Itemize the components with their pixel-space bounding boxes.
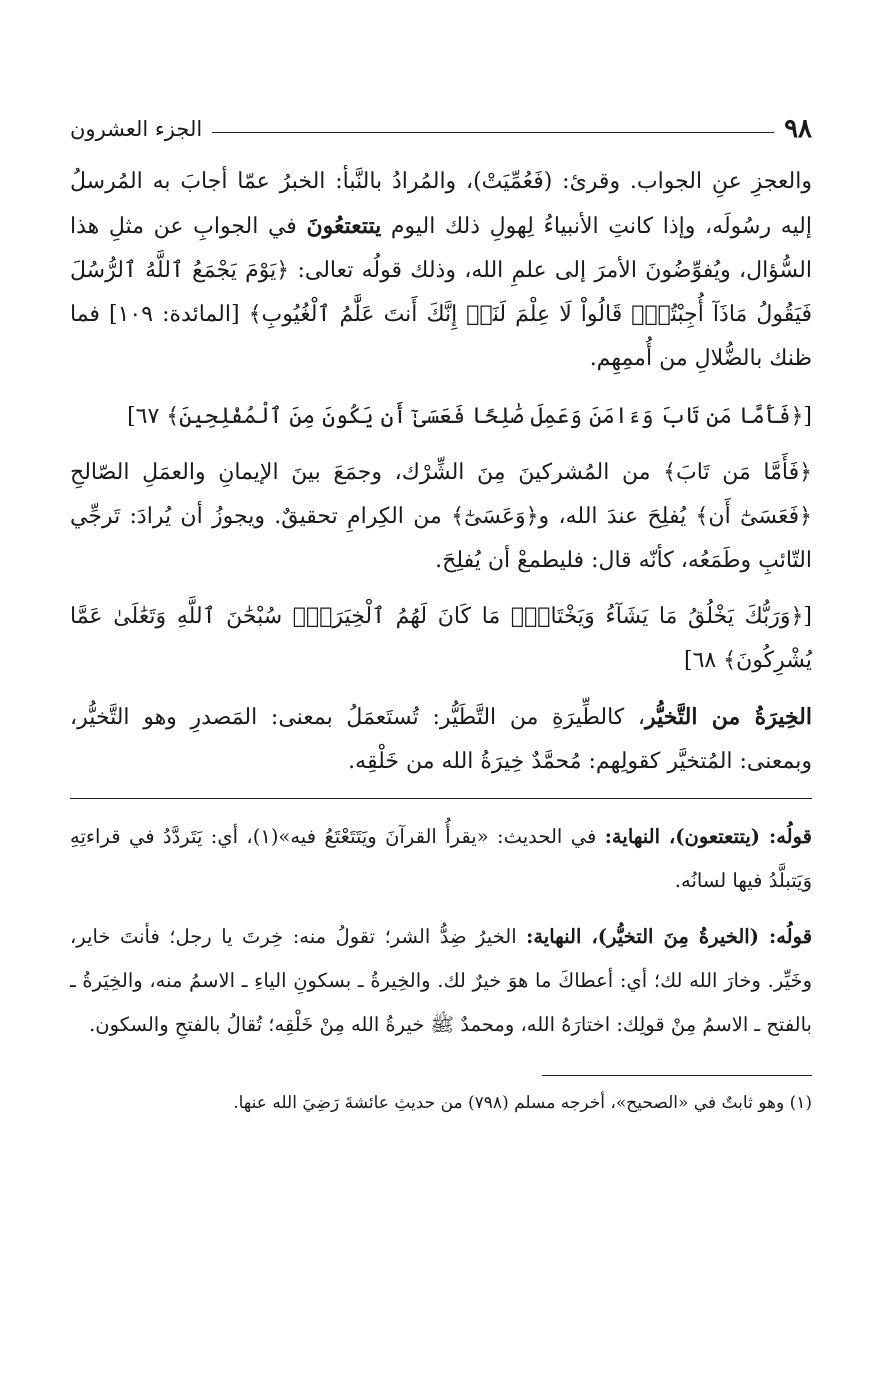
verse-68: [﴿وَرَبُّكَ يَخْلُقُ مَا يَشَآءُ وَيَخْتَارُۗ مَا كَانَ لَهُمُ ٱلْخِيَرَةُۚ سُبْحَٰنَ ٱللَّهِ وَتَعَٰلَىٰ عَمَّا يُشْرِكُونَ﴾ ٦٨] — [70, 604, 812, 673]
verse-67: [﴿فَأَمَّا مَن تَابَ وَءَامَنَ وَعَمِلَ صَٰلِحًا فَعَسَىٰٓ أَن يَكُونَ مِنَ ٱلْمُفْلِحِينَ﴾ ٦٧] — [127, 404, 812, 429]
paragraph-3: الخِيرَةُ من التَّخيُّر، كالطِّيرَةِ من التَّطَيُّر: تُستَعمَلُ بمعنى: المَصدرِ وهو التَّخيُّر، وبمعنى: المُتخيَّر كقولِهم: مُحمَّدٌ خِيرَةُ الله من خَلْقِه. — [70, 704, 812, 774]
note-2: قولُه: (الخيرةُ مِنَ التخيُّر)، النهاية: الخيرُ ضِدُّ الشر؛ تقولُ منه: خِرتَ يا رجل؛ فأنتَ خاير، وخَيِّر. وخارَ الله لك؛ أي: أعطاكَ ما هوَ خيرٌ لك. والخِيرةُ ـ بسكونِ الياءِ ـ الاسمُ منه، والخِيَرةُ ـ بالفتح ـ الاسمُ مِنْ قولِك: اختارَهُ الله، ومحمدٌ ﷺ خيرةُ الله مِنْ خَلْقِه؛ تُقالُ بالفتحِ والسكون. — [70, 925, 813, 1036]
main-text — [70, 160, 812, 784]
page-header — [70, 112, 812, 146]
book-page — [70, 112, 812, 1118]
header-rule — [212, 132, 774, 133]
commentary-separator — [70, 798, 812, 799]
paragraph-3-keyword: الخِيرَةُ من التَّخيُّر — [645, 704, 812, 730]
note-1-heading: قولُه: (يتتعتعون)، النهاية: — [604, 825, 812, 848]
paragraph-2: ﴿فَأَمَّا مَن تَابَ﴾ من المُشركينَ مِنَ الشِّرْك، وجمَعَ بينَ الإيمانِ والعمَلِ الصّالحِ ﴿فَعَسَىٰٓ أَن﴾ يُفلِحَ عندَ الله، و﴿وَعَسَىٰٓ﴾ من الكِرامِ تحقيقٌ. ويجوزُ أن يُرادَ: تَرجِّي التّائبِ وطَمَعُه، كأنّه قال: فليطمعْ أن يُفلِحَ. — [70, 460, 812, 573]
page-number: ٩٨ — [784, 114, 812, 144]
paragraph-1-keyword: يتتعتعُونَ — [306, 213, 382, 239]
running-title: الجزء العشرون — [70, 117, 203, 141]
paragraph-1: والعجزِ عنِ الجواب. وقرئ: (فَعُمِّيَتْ)، والمُرادُ بالنَّبأ: الخبرُ عمّا أجابَ به المُرسلُ إليه رسُولَه، وإذا كانتِ الأنبياءُ لِهولِ ذلك اليوم يتتعتعُونَ في الجوابِ عن مثلِ هذا السُّؤال، ويُفوِّضُونَ الأمرَ إلى علمِ الله، وذلك قولُه تعالى: ﴿يَوْمَ يَجْمَعُ ٱللَّهُ ٱلرُّسُلَ فَيَقُولُ مَاذَآ أُجِبْتُمْۖ قَالُواْ لَا عِلْمَ لَنَآۖ إِنَّكَ أَنتَ عَلَّٰمُ ٱلْغُيُوبِ﴾ [المائدة: ١٠٩] فما ظنك بالضُّلالِ من أُممِهِم. — [70, 169, 813, 371]
footnotes — [70, 1088, 812, 1118]
note-1: قولُه: (يتتعتعون)، النهاية: في الحديث: «يقرأُ القرآنَ ويَتَتَعْتَعُ فيه»(١)، أي: يَتَردَّدُ في قراءتِهِ وَيَتبلَّدُ فيها لسانُه. — [70, 825, 812, 892]
commentary — [70, 815, 812, 1047]
note-2-heading: قولُه: (الخيرةُ مِنَ التخيُّر)، النهاية: — [526, 925, 813, 948]
footnote-separator — [542, 1075, 812, 1076]
footnote-1: (١) وهو ثابتٌ في «الصحيح»، أخرجه مسلم (٧٩٨) من حديثِ عائشةَ رَضِيَ الله عنها. — [233, 1093, 812, 1113]
